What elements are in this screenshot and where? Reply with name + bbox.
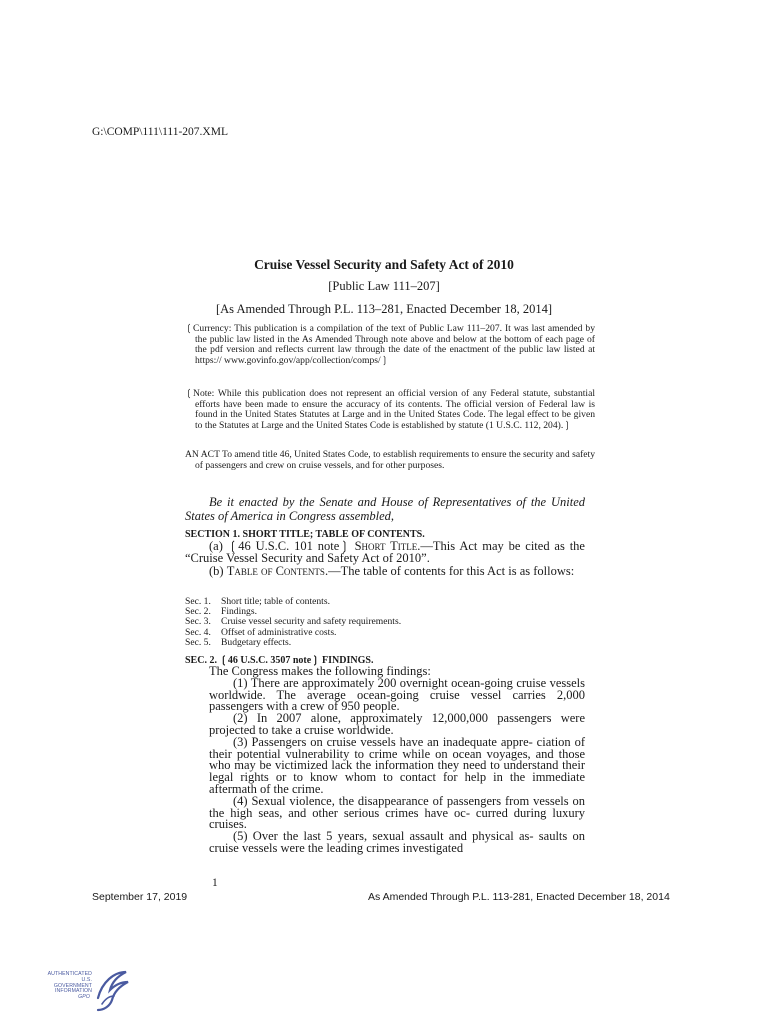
- enacting-clause: Be it enacted by the Senate and House of Representatives of the United States of America in Congress assembled,: [185, 495, 585, 523]
- toc-entry-number: Sec. 3.: [185, 616, 211, 628]
- toc-entry: [185, 597, 401, 607]
- subsection-a-prefix: (a) ❲46 U.S.C. 101 note❳: [209, 539, 355, 553]
- toc-entry-label: Short title; table of contents.: [221, 596, 330, 607]
- footer-amended-note: As Amended Through P.L. 113-281, Enacted December 18, 2014: [368, 891, 670, 903]
- toc-entry-number: Sec. 4.: [185, 626, 211, 638]
- toc-entry-label: Budgetary effects.: [221, 636, 292, 648]
- toc-entry-number: Sec. 5.: [185, 636, 211, 648]
- currency-note: ❲Currency: This publication is a compilation of the text of Public Law 111–207. It was last amended by the public law listed in the As Amended Through note above and below at the bottom of each page of the pdf version and reflects current law through the date of the enactment of the public law listed at https:// www.govinfo.gov/app/collection/comps/❳: [185, 323, 595, 366]
- toc-entry: [185, 628, 401, 638]
- public-law-number: [Public Law 111–207]: [328, 279, 440, 293]
- subsection-b-prefix: (b): [209, 564, 227, 578]
- toc-entry: [185, 638, 401, 648]
- act-description: AN ACT To amend title 46, United States Code, to establish requirements to ensure the security and safety of passengers and crew on cruise vessels, and for other purposes.: [185, 449, 595, 471]
- seal-line: INFORMATION: [54, 988, 92, 995]
- findings-body: [209, 666, 585, 855]
- official-version-note: ❲Note: While this publication does not represent an official version of any Federal statute, substantial efforts have been made to ensure the accuracy of its contents. The official version of Federal law is found in the United States Statutes at Large and in the United States Code. The legal effect to be given to the Statutes at Large and the United States Code is established by statute (1 U.S.C. 112, 204).❳: [185, 388, 595, 431]
- amended-through: [As Amended Through P.L. 113–281, Enacted December 18, 2014]: [215, 302, 553, 316]
- page-number: 1: [212, 877, 218, 889]
- finding-item: (4) Sexual violence, the disappearance of passengers from vessels on the high seas, and other serious crimes have oc- curred during luxury cruises.: [209, 793, 585, 832]
- seal-line: AUTHENTICATED: [47, 971, 92, 977]
- findings-intro: The Congress makes the following findings:: [209, 664, 431, 678]
- short-title-caption: Short Title: [354, 539, 418, 553]
- subsection-b: [185, 566, 585, 578]
- seal-text: [46, 972, 92, 1001]
- section-1-heading: SECTION 1. SHORT TITLE; TABLE OF CONTENTS.: [185, 529, 425, 540]
- table-of-contents: [185, 597, 401, 648]
- seal-line: U.S. GOVERNMENT: [53, 976, 92, 989]
- gpo-authentication-seal: [46, 968, 136, 1014]
- finding-item: (5) Over the last 5 years, sexual assault and physical as- saults on cruise vessels were the leading crimes investigated: [209, 829, 585, 855]
- toc-entry-label: Cruise vessel security and safety requirements.: [221, 616, 402, 628]
- section-2-heading: SEC. 2. ❲46 U.S.C. 3507 note❳ FINDINGS.: [185, 655, 374, 666]
- subsection-a: [185, 541, 585, 565]
- seal-line: GPO: [78, 994, 90, 1001]
- subsection-b-text: .—The table of contents for this Act is as follows:: [324, 564, 575, 578]
- table-of-contents-caption: Table of Contents: [226, 564, 325, 578]
- finding-item: (1) There are approximately 200 overnight ocean-going cruise vessels worldwide. The average ocean-going cruise vessel carries 2,000 passengers with a crew of 950 people.: [209, 675, 585, 714]
- file-path: G:\COMP\111\111-207.XML: [92, 126, 228, 138]
- toc-entry-number: Sec. 2.: [185, 606, 211, 618]
- toc-entry-label: Findings.: [221, 606, 257, 618]
- finding-item: (2) In 2007 alone, approximately 12,000,000 passengers were projected to take a cruise worldwide.: [209, 711, 585, 737]
- finding-item: (3) Passengers on cruise vessels have an inadequate appre- ciation of their potential vulnerability to crime while on ocean voyages, and those who may be victimized lack the information they need to understand their legal rights or to know whom to contact for help in the immediate aftermath of the crime.: [209, 734, 585, 796]
- footer-date: September 17, 2019: [92, 891, 188, 903]
- document-title: Cruise Vessel Security and Safety Act of 2010: [254, 257, 514, 272]
- toc-entry-number: Sec. 1.: [185, 596, 211, 607]
- subsection-a-text: .—This Act may be cited as the “Cruise Vessel Security and Safety Act of 2010”.: [185, 539, 585, 565]
- toc-entry-label: Offset of administrative costs.: [221, 626, 337, 638]
- eagle-icon: [92, 968, 132, 1014]
